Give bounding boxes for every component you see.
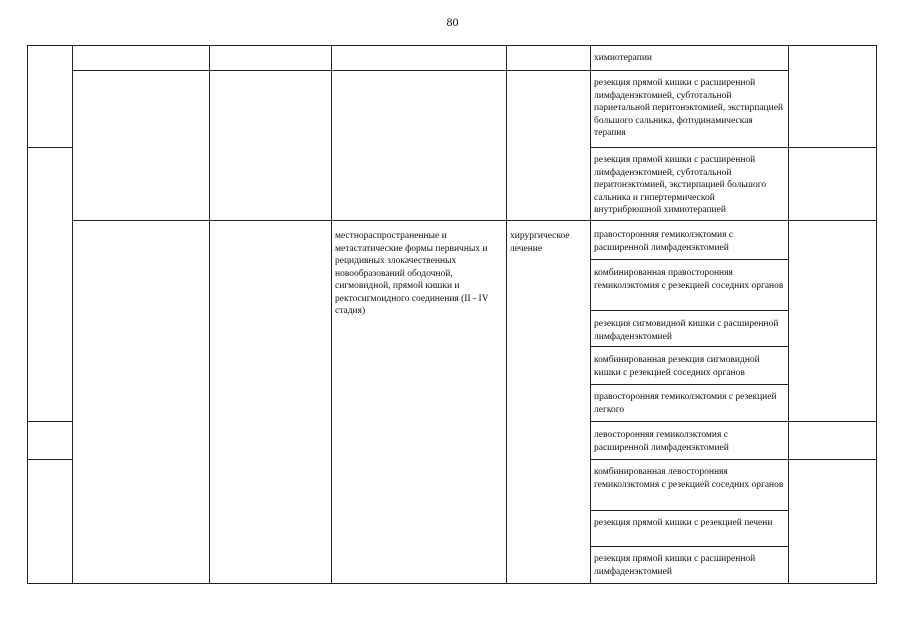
- col1-line: [27, 421, 73, 422]
- col6-line: [788, 220, 877, 221]
- col-sep-3: [331, 45, 332, 584]
- method-cell: комбинированная резекция сигмовидной кишки с резекцией соседних органов: [594, 355, 760, 378]
- col5-line: [590, 310, 789, 311]
- treatment-type-cell: хирургическое лечение: [510, 231, 570, 254]
- method-cell: резекция сигмовидной кишки с расширенной лимфаденэктомией: [594, 319, 779, 342]
- col-sep-5: [590, 45, 591, 584]
- col5-line: [590, 546, 789, 547]
- table-bottom-border: [27, 583, 877, 584]
- col-sep-1: [72, 45, 73, 584]
- col5-line: [590, 346, 789, 347]
- col6-line: [788, 421, 877, 422]
- table-right-border: [876, 45, 877, 584]
- method-cell: резекция прямой кишки с расширенной лимфаденэктомией, субтотальной париетальной перитонэктомией, экстирпацией большого сальника, фотодинамическая терапия: [594, 78, 784, 138]
- page-number: 80: [446, 15, 459, 29]
- col6-line: [788, 147, 877, 148]
- diagnosis-cell: местнораспространенные и метастатические формы первичных и рецидивных злокачественных новообразований ободочной, сигмовидной, прямой кишки и ректосигмоидного соединения (II - IV стадия): [335, 231, 489, 316]
- table-left-border: [27, 45, 28, 584]
- method-cell: комбинированная левосторонняя гемиколэктомия с резекцией соседних органов: [594, 467, 784, 490]
- method-cell: резекция прямой кишки с расширенной лимфаденэктомией, субтотальной перитонэктомией, экстирпацией большого сальника и гипертермической внутрибрюшной химиотерапией: [594, 155, 767, 215]
- col5-line: [590, 70, 789, 71]
- col-sep-2: [209, 45, 210, 584]
- col6-line: [788, 459, 877, 460]
- col1-line: [27, 459, 73, 460]
- method-cell: комбинированная правосторонняя гемиколэктомия с резекцией соседних органов: [594, 268, 784, 291]
- col5-line: [590, 421, 789, 422]
- col1-line: [27, 147, 73, 148]
- row-line: [72, 220, 591, 221]
- method-cell: резекция прямой кишки с расширенной лимфаденэктомией: [594, 554, 756, 577]
- col-sep-4: [506, 45, 507, 584]
- col5-line: [590, 259, 789, 260]
- col5-line: [590, 147, 789, 148]
- col5-line: [590, 384, 789, 385]
- method-cell: правосторонняя гемиколэктомия с резекцией легкого: [594, 392, 777, 415]
- method-cell: резекция прямой кишки с резекцией печени: [594, 518, 773, 528]
- col-sep-6: [788, 45, 789, 584]
- table-top-border: [27, 45, 877, 46]
- method-cell: химиотерапии: [594, 53, 653, 63]
- col5-line: [590, 220, 789, 221]
- row-line: [72, 70, 591, 71]
- method-cell: левосторонняя гемиколэктомия с расширенной лимфаденэктомией: [594, 430, 729, 453]
- method-cell: правосторонняя гемиколэктомия с расширенной лимфаденэктомией: [594, 230, 734, 253]
- col5-line: [590, 459, 789, 460]
- col5-line: [590, 510, 789, 511]
